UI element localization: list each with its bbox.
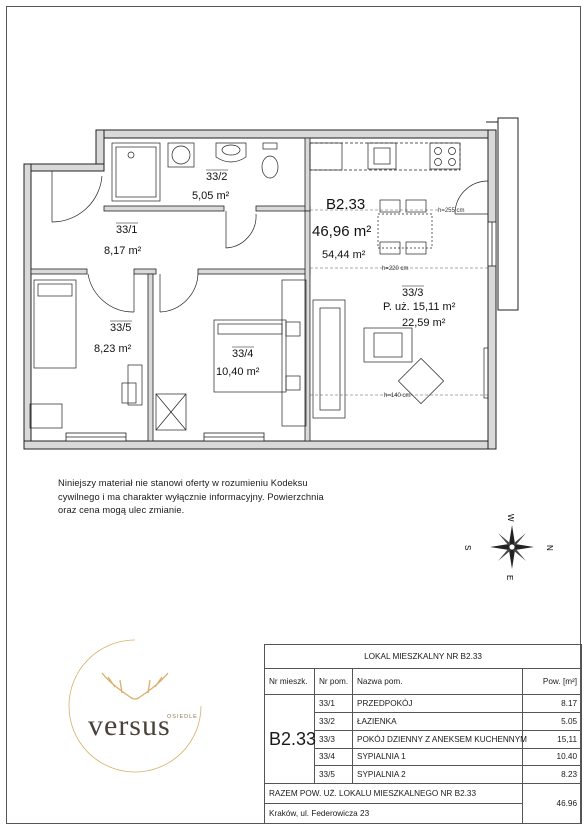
table-row-area: 8.23 bbox=[523, 766, 582, 784]
dimension-h220: h=220 cm bbox=[382, 266, 409, 272]
unit-table bbox=[264, 644, 582, 824]
table-total-value: 46.96 bbox=[523, 784, 582, 824]
room-33-2-id: 33/2 bbox=[206, 171, 228, 183]
room-33-4-area: 10,40 m² bbox=[216, 366, 260, 378]
logo-small-text: OSIEDLE bbox=[167, 714, 198, 720]
unit-area-main: 46,96 m² bbox=[312, 223, 372, 240]
table-row-area: 15,11 bbox=[523, 730, 582, 748]
table-title: LOKAL MIESZKALNY NR B2.33 bbox=[265, 645, 582, 669]
unit-code-label: B2.33 bbox=[326, 196, 366, 213]
table-row-no: 33/2 bbox=[315, 713, 353, 731]
table-row-name: ŁAZIENKA bbox=[353, 713, 523, 731]
unit-area-total: 54,44 m² bbox=[322, 249, 366, 261]
table-row-area: 5.05 bbox=[523, 713, 582, 731]
room-33-1-area: 8,17 m² bbox=[104, 245, 142, 257]
table-row-no: 33/3 bbox=[315, 730, 353, 748]
interior-walls bbox=[31, 138, 310, 441]
header-room-name: Nazwa pom. bbox=[353, 669, 523, 695]
room-33-5-area: 8,23 m² bbox=[94, 343, 132, 355]
disclaimer-line-2: cywilnego i ma charakter wyłącznie informacyjny. Powierzchnia bbox=[58, 491, 324, 502]
room-33-4-id: 33/4 bbox=[232, 348, 254, 360]
bedroom-furniture bbox=[30, 280, 306, 430]
compass-rose bbox=[462, 512, 562, 582]
living-furniture bbox=[313, 300, 488, 418]
room-33-3-area: 22,59 m² bbox=[402, 317, 446, 329]
table-row-name: SYPIALNIA 2 bbox=[353, 766, 523, 784]
logo-graphic bbox=[60, 635, 210, 775]
logo-brand-text: versus bbox=[88, 709, 171, 742]
header-room-no: Nr pom. bbox=[315, 669, 353, 695]
compass-w: W bbox=[506, 514, 515, 522]
outer-walls bbox=[24, 130, 496, 449]
room-33-5-id: 33/5 bbox=[110, 322, 132, 334]
disclaimer-line-3: oraz cena mogą ulec zmianie. bbox=[58, 505, 185, 515]
antlers-icon bbox=[102, 673, 168, 699]
table-unit-code: B2.33 bbox=[265, 695, 315, 784]
disclaimer bbox=[58, 477, 378, 518]
compass-e: E bbox=[505, 575, 514, 581]
table-total-label: RAZEM POW. UŻ. LOKALU MIESZKALNEGO NR B2.33 bbox=[265, 784, 523, 804]
dimension-h255: h=255 cm bbox=[438, 208, 465, 214]
table-row-no: 33/5 bbox=[315, 766, 353, 784]
room-33-3-id: 33/3 bbox=[402, 287, 424, 299]
table-row-area: 10.40 bbox=[523, 748, 582, 766]
table-row-name: SYPIALNIA 1 bbox=[353, 748, 523, 766]
disclaimer-line-1: Niniejszy materiał nie stanowi oferty w rozumieniu Kodeksu bbox=[58, 478, 308, 488]
header-area: Pow. [m²] bbox=[523, 669, 582, 695]
dimension-h140: h=140 cm bbox=[384, 393, 411, 399]
table-row-name: PRZEDPOKÓJ bbox=[353, 695, 523, 713]
table-address: Kraków, ul. Federowicza 23 bbox=[265, 804, 523, 824]
table-row-no: 33/4 bbox=[315, 748, 353, 766]
table-row-name: POKÓJ DZIENNY Z ANEKSEM KUCHENNYM bbox=[353, 730, 523, 748]
room-33-3-usable: P. uż. 15,11 m² bbox=[383, 301, 456, 313]
header-unit: Nr mieszk. bbox=[265, 669, 315, 695]
table-row-no: 33/1 bbox=[315, 695, 353, 713]
room-33-2-area: 5,05 m² bbox=[192, 190, 230, 202]
compass-s: S bbox=[463, 545, 472, 551]
brand-logo bbox=[60, 635, 210, 775]
room-33-1-id: 33/1 bbox=[116, 224, 138, 236]
compass-n: N bbox=[545, 545, 554, 551]
table-row-area: 8.17 bbox=[523, 695, 582, 713]
